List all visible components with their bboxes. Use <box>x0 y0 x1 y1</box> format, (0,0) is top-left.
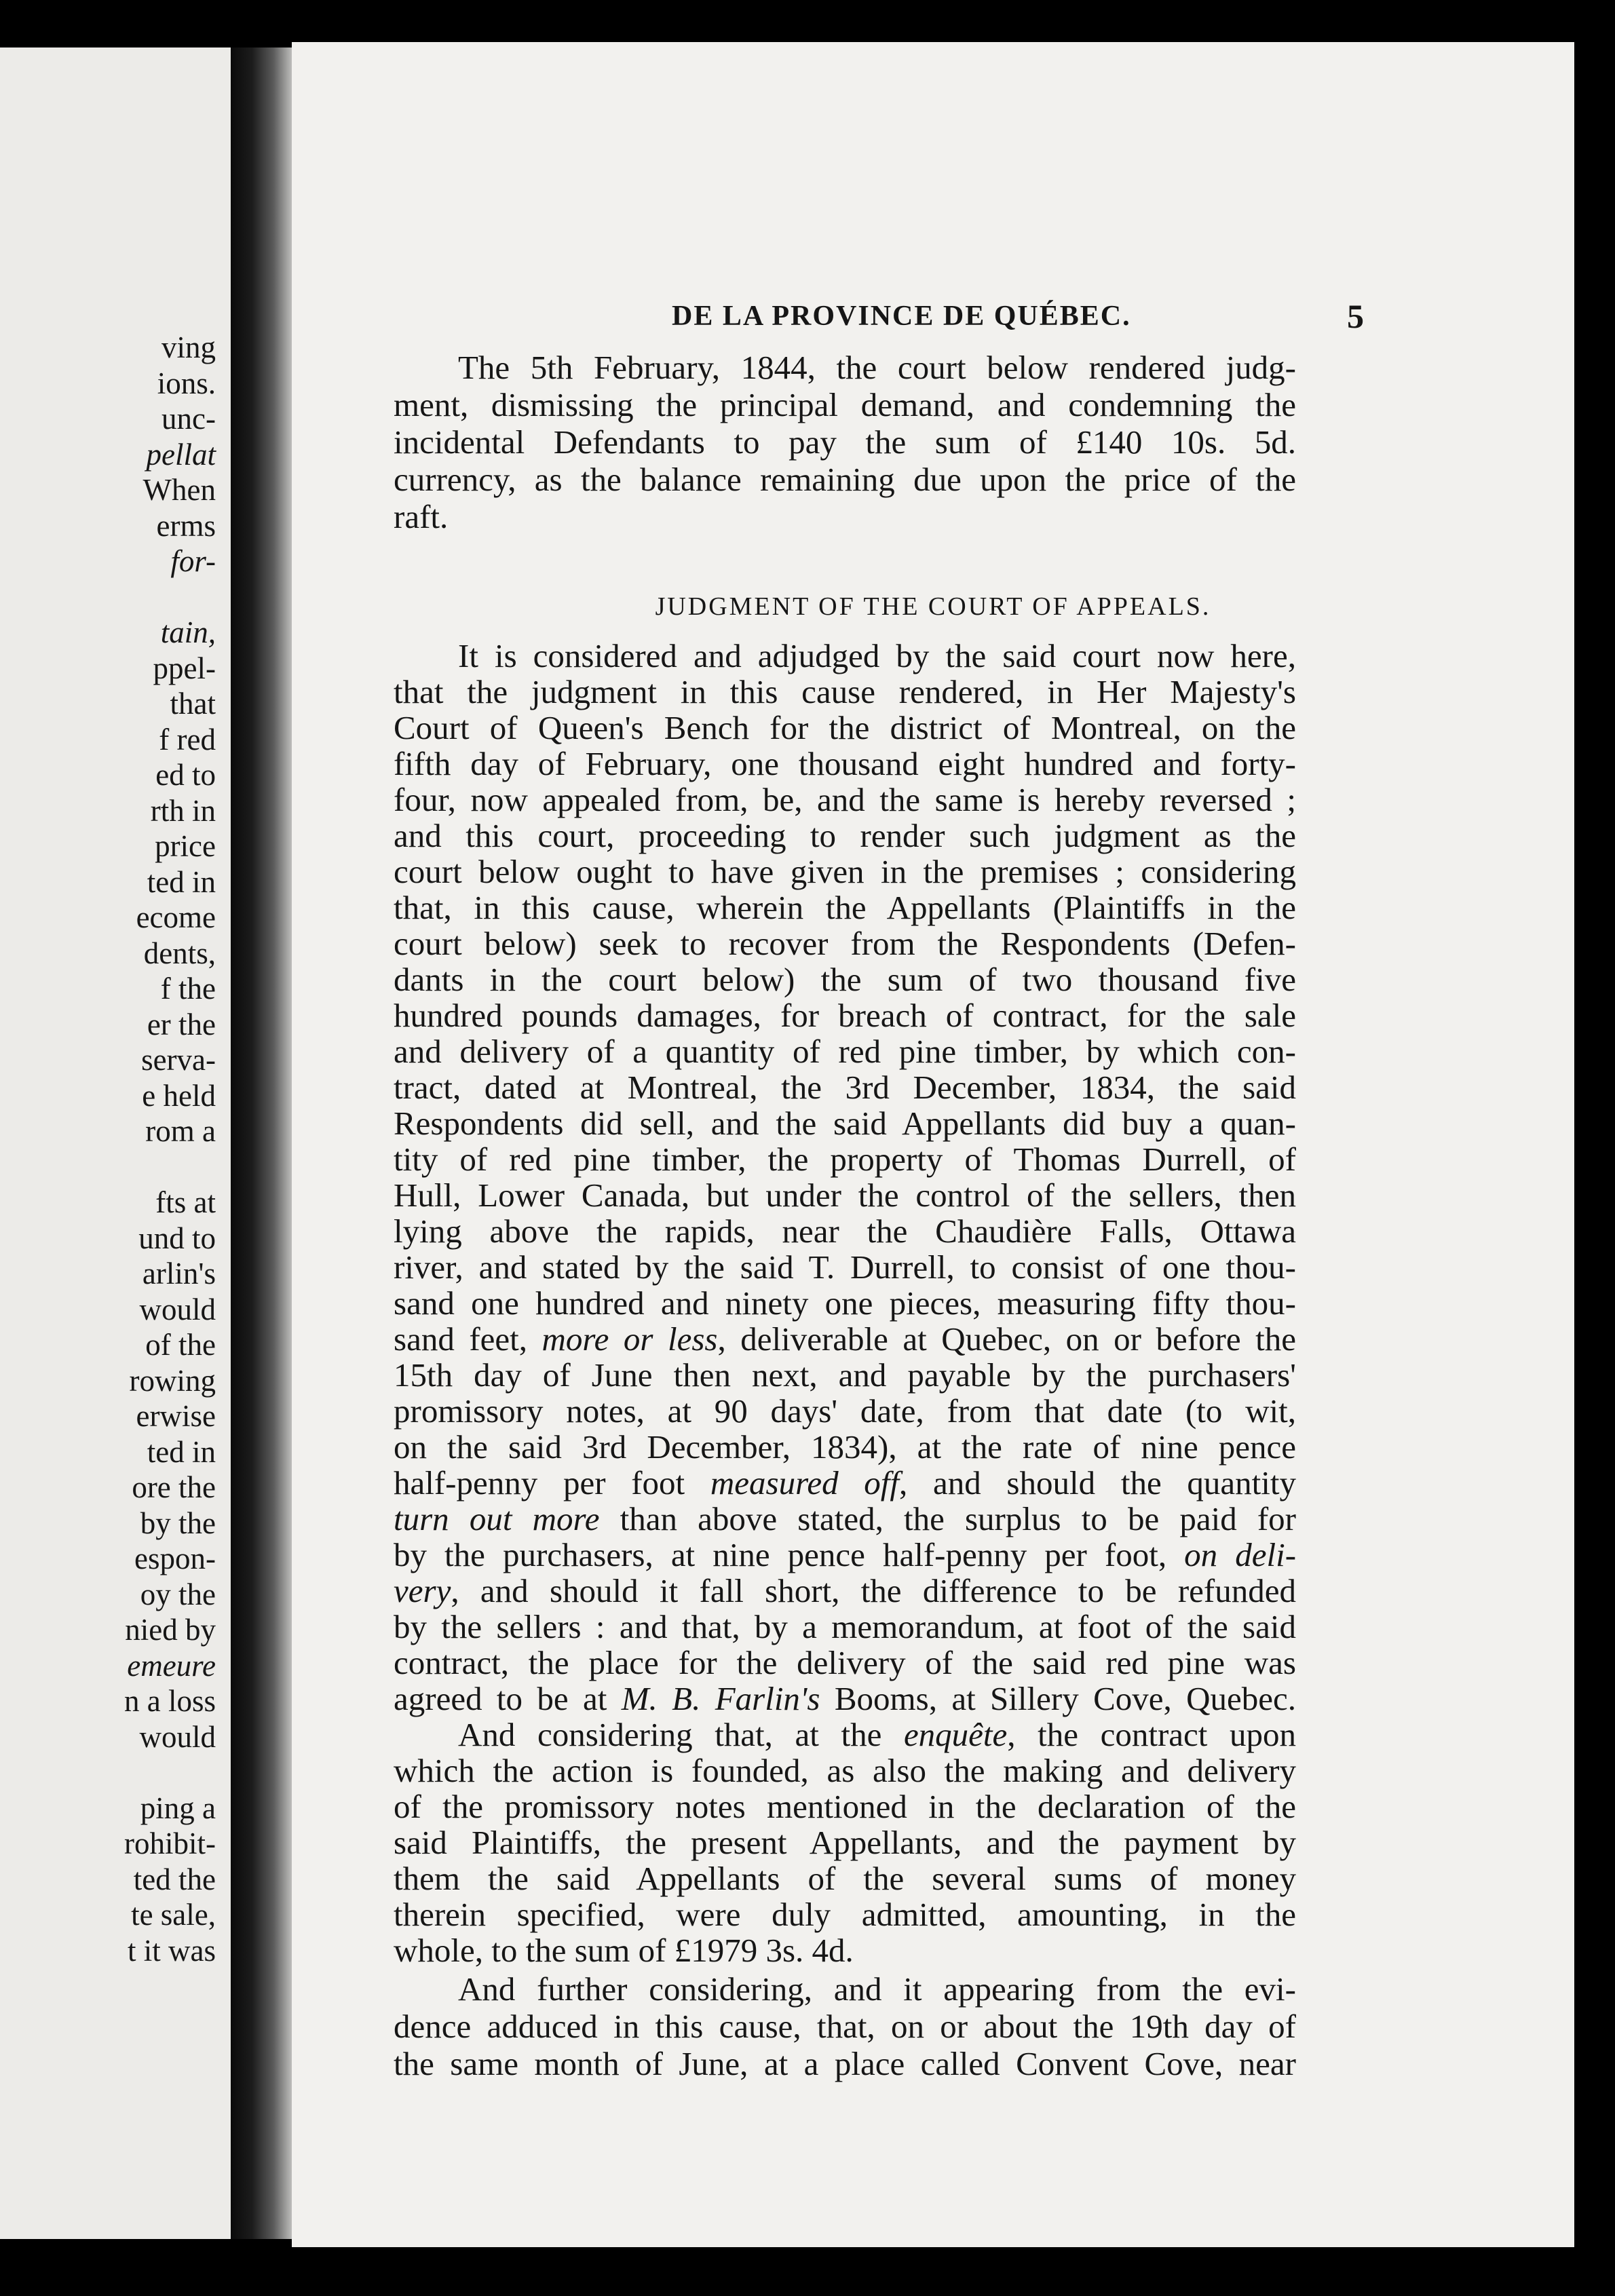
text-line: ment, dismissing the principal demand, and condemning the <box>394 386 1296 423</box>
previous-page-text: serva- <box>141 1043 216 1077</box>
text-line: sand one hundred and ninety one pieces, measuring fifty thou- <box>394 1284 1296 1322</box>
text-line: and delivery of a quantity of red pine timber, by which con- <box>394 1033 1296 1070</box>
previous-page-text: er the <box>147 1007 216 1041</box>
previous-page-text: ving <box>161 330 216 364</box>
previous-page-text: would <box>139 1292 216 1326</box>
previous-page-text: und to <box>138 1221 216 1255</box>
previous-page-text: that <box>170 687 216 721</box>
previous-page-text: ed to <box>155 758 216 792</box>
previous-page <box>0 47 231 2239</box>
section-heading: JUDGMENT OF THE COURT OF APPEALS. <box>655 592 1211 621</box>
text-line: currency, as the balance remaining due upon the price of the <box>394 461 1296 498</box>
previous-page-text: oy the <box>140 1577 216 1611</box>
text-line: court below) seek to recover from the Respondents (Defen- <box>394 925 1296 962</box>
text-line: sand feet, more or less, deliverable at Quebec, on or before the <box>394 1320 1296 1358</box>
text-line: which the action is founded, as also the making and delivery <box>394 1752 1296 1789</box>
text-line: four, now appealed from, be, and the same is hereby reversed ; <box>394 781 1296 818</box>
previous-page-text: ted the <box>133 1862 216 1896</box>
text-line: therein specified, were duly admitted, amounting, in the <box>394 1896 1296 1933</box>
text-line: And further considering, and it appearing from the evi- <box>458 1970 1296 2008</box>
text-line: by the purchasers, at nine pence half-penny per foot, on deli- <box>394 1536 1297 1573</box>
text-line: them the said Appellants of the several sums of money <box>394 1860 1296 1897</box>
previous-page-text: would <box>139 1719 216 1754</box>
text-line: agreed to be at M. B. Farlin's Booms, at Sillery Cove, Quebec. <box>394 1680 1296 1717</box>
text-line: very, and should it fall short, the difference to be refunded <box>394 1572 1296 1609</box>
previous-page-text: erwise <box>136 1399 216 1433</box>
text-line: And considering that, at the enquête, the contract upon <box>458 1716 1296 1753</box>
running-head: DE LA PROVINCE DE QUÉBEC. <box>672 301 1131 332</box>
text-line: that the judgment in this cause rendered, in Her Majesty's <box>394 673 1296 710</box>
previous-page-text: When <box>142 473 216 507</box>
previous-page-text: rom a <box>145 1114 216 1148</box>
text-line: court below ought to have given in the premises ; considering <box>394 853 1296 890</box>
page <box>292 42 1574 2247</box>
previous-page-text: f red <box>159 722 216 757</box>
text-line: and this court, proceeding to render such judgment as the <box>394 817 1296 854</box>
text-line: the same month of June, at a place called Convent Cove, near <box>394 2045 1296 2082</box>
text-line: dants in the court below) the sum of two thousand five <box>394 961 1296 998</box>
previous-page-text: tain, <box>160 615 216 649</box>
text-line: incidental Defendants to pay the sum of £140 10s. 5d. <box>394 423 1296 461</box>
text-line: said Plaintiffs, the present Appellants, and the payment by <box>394 1824 1296 1861</box>
previous-page-text: t it was <box>128 1933 216 1968</box>
previous-page-text: ppel- <box>153 651 216 685</box>
text-line: turn out more than above stated, the surplus to be paid for <box>394 1500 1296 1537</box>
text-line: dence adduced in this cause, that, on or about the 19th day of <box>394 2008 1296 2045</box>
text-line: hundred pounds damages, for breach of contract, for the sale <box>394 997 1296 1034</box>
previous-page-text: for- <box>170 544 216 578</box>
previous-page-text: ions. <box>157 366 216 400</box>
previous-page-text: by the <box>140 1506 216 1540</box>
text-line: The 5th February, 1844, the court below rendered judg- <box>458 349 1296 386</box>
previous-page-text: ecome <box>136 900 216 934</box>
text-line: 15th day of June then next, and payable by the purchasers' <box>394 1356 1296 1394</box>
text-line: Court of Queen's Bench for the district of Montreal, on the <box>394 709 1296 746</box>
previous-page-text: f the <box>160 972 216 1006</box>
text-line: raft. <box>394 498 449 535</box>
previous-page-text: e held <box>142 1078 216 1113</box>
text-line: that, in this cause, wherein the Appellants (Plaintiffs in the <box>394 889 1296 926</box>
text-line: whole, to the sum of £1979 3s. 4d. <box>394 1932 854 1969</box>
text-line: Respondents did sell, and the said Appellants did buy a quan- <box>394 1105 1296 1142</box>
previous-page-text: erms <box>156 508 216 543</box>
text-line: lying above the rapids, near the Chaudière Falls, Ottawa <box>394 1212 1296 1250</box>
text-line: contract, the place for the delivery of the said red pine was <box>394 1644 1296 1681</box>
text-line: on the said 3rd December, 1834), at the rate of nine pence <box>394 1428 1296 1466</box>
text-line: Hull, Lower Canada, but under the control of the sellers, then <box>394 1176 1296 1214</box>
page-number: 5 <box>1347 297 1364 335</box>
book-gutter <box>231 47 292 2239</box>
text-line: It is considered and adjudged by the said court now here, <box>458 637 1296 674</box>
text-line: promissory notes, at 90 days' date, from that date (to wit, <box>394 1392 1296 1430</box>
text-line: river, and stated by the said T. Durrell, to consist of one thou- <box>394 1248 1296 1286</box>
previous-page-text: te sale, <box>131 1898 216 1932</box>
previous-page-text: dents, <box>143 936 216 970</box>
text-line: fifth day of February, one thousand eight hundred and forty- <box>394 745 1296 782</box>
text-line: tity of red pine timber, the property of Thomas Durrell, of <box>394 1141 1296 1178</box>
previous-page-text: ted in <box>147 1434 216 1469</box>
previous-page-text: arlin's <box>142 1257 216 1290</box>
previous-page-text: unc- <box>162 402 216 436</box>
text-line: by the sellers : and that, by a memorandum, at foot of the said <box>394 1608 1296 1645</box>
previous-page-text: fts at <box>155 1185 216 1219</box>
previous-page-text: espon- <box>134 1542 216 1575</box>
previous-page-text: ore the <box>132 1470 216 1504</box>
text-line: tract, dated at Montreal, the 3rd December, 1834, the said <box>394 1069 1296 1106</box>
previous-page-text: ted in <box>147 864 216 899</box>
text-line: of the promissory notes mentioned in the declaration of the <box>394 1788 1296 1825</box>
previous-page-text: n a loss <box>124 1684 216 1718</box>
previous-page-text: rth in <box>150 793 216 828</box>
previous-page-text: ping a <box>140 1791 216 1825</box>
previous-page-text: emeure <box>127 1648 216 1683</box>
previous-page-text: of the <box>145 1328 216 1362</box>
previous-page-text: rowing <box>129 1363 216 1398</box>
previous-page-text: pellat <box>146 437 216 472</box>
text-line: half-penny per foot measured off, and should the quantity <box>394 1464 1296 1501</box>
previous-page-text: rohibit- <box>124 1826 216 1860</box>
previous-page-text: price <box>155 829 216 863</box>
previous-page-text: nied by <box>125 1613 216 1647</box>
